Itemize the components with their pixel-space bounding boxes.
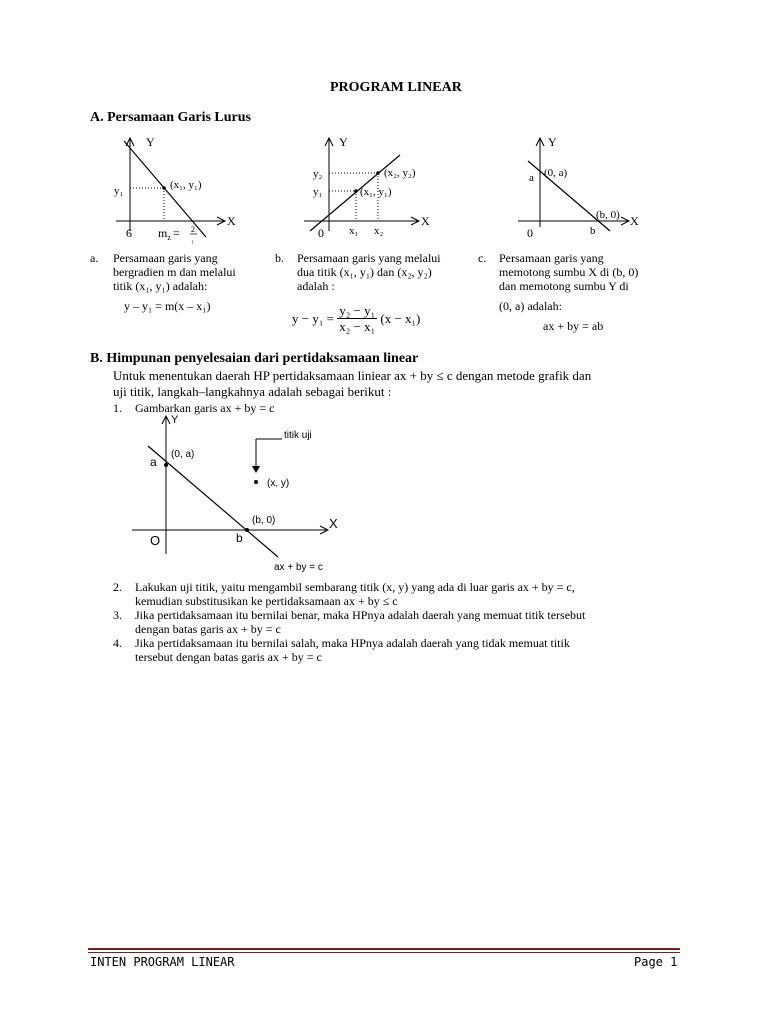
section-b-intro-1: Untuk menentukan daerah HP pertidaksamaan liniear ax + by ≤ c dengan metode grafik dan bbox=[113, 368, 592, 383]
item-c-letter: c. bbox=[478, 251, 487, 265]
graph-c-y-label: Y bbox=[548, 135, 557, 149]
graph-b-x-label: X bbox=[421, 214, 430, 228]
graph-c-x-label: X bbox=[630, 214, 639, 228]
item-b-formula-fraction bbox=[337, 303, 377, 334]
step-1-text: Gambarkan garis ax + by = c bbox=[135, 401, 275, 415]
graph-b-point-1-label: (x₁, y₁) bbox=[360, 186, 392, 198]
step-3-line-1: Jika pertidaksamaan itu bernilai benar, maka HPnya adalah daerah yang memuat titik tersebut bbox=[135, 608, 586, 622]
graph-b-point-2-label: (x₂, y₂) bbox=[384, 167, 416, 179]
item-b-formula-denominator: x₂ − x₁ bbox=[339, 319, 376, 334]
item-a-line-1: Persamaan garis yang bbox=[113, 251, 218, 265]
graph-hp-titik-label: titik uji bbox=[284, 430, 312, 441]
section-a-heading: A. Persamaan Garis Lurus bbox=[90, 110, 251, 125]
item-b-formula bbox=[292, 303, 420, 334]
graph-hp-line-label: ax + by = c bbox=[274, 562, 323, 573]
graph-a-frac-num: 2 bbox=[191, 225, 195, 234]
graph-b-origin: 0 bbox=[318, 226, 324, 240]
graph-a-point-label: (x₁, y₁) bbox=[170, 179, 202, 191]
page-title: PROGRAM LINEAR bbox=[330, 80, 462, 95]
step-4-line-1: Jika pertidaksamaan itu bernilai salah, maka HPnya adalah daerah yang tidak memuat titik bbox=[135, 636, 570, 650]
item-c-line-1: Persamaan garis yang bbox=[499, 251, 604, 265]
graph-b-x2-label: x₂ bbox=[374, 225, 384, 237]
item-b-line-1: Persamaan garis yang melalui bbox=[297, 251, 441, 265]
graph-a-origin: 6 bbox=[126, 226, 132, 240]
graph-hp-line bbox=[148, 446, 278, 557]
graph-c-ptb-label: (b, 0) bbox=[596, 209, 620, 221]
graph-hp-ptb-label: (b, 0) bbox=[252, 515, 276, 526]
section-b-heading: B. Himpunan penyelesaian dari pertidaksamaan linear bbox=[90, 351, 419, 366]
graph-b-x1-label: x₁ bbox=[349, 225, 359, 237]
item-a-formula: y – y₁ = m(x – x₁) bbox=[124, 299, 211, 313]
graph-hp-origin-label: O bbox=[150, 533, 161, 548]
item-a-line-3: titik (x₁, y₁) adalah: bbox=[113, 279, 208, 293]
step-3-number: 3. bbox=[113, 608, 122, 622]
item-b-formula-numerator: y₂ − y₁ bbox=[339, 303, 376, 318]
graph-a-x-label: X bbox=[227, 214, 236, 228]
footer-title: INTEN PROGRAM LINEAR bbox=[90, 955, 235, 969]
graph-c-pta-label: (0, a) bbox=[544, 167, 568, 179]
graph-c-origin: 0 bbox=[527, 226, 533, 240]
graph-hp bbox=[128, 412, 368, 577]
footer-rule-thick bbox=[88, 948, 680, 950]
graph-hp-callout-arrow bbox=[252, 466, 260, 473]
graph-a-mz: $m_z$ = bbox=[158, 226, 180, 242]
graph-a-point bbox=[162, 186, 166, 190]
graph-hp-pta-label: (0, a) bbox=[171, 449, 195, 460]
item-c-line-3: dan memotong sumbu Y di bbox=[499, 279, 629, 293]
section-b-intro-2: uji titik, langkah–langkahnya adalah sebagai berikut : bbox=[113, 384, 392, 399]
graph-hp-b-label: b bbox=[236, 531, 243, 545]
graph-hp-point-b bbox=[245, 528, 249, 532]
footer-rule-thin bbox=[88, 952, 680, 953]
graph-hp-pxy-label: (x, y) bbox=[267, 478, 290, 489]
graph-b bbox=[296, 133, 446, 245]
step-2-line-1: Lakukan uji titik, yaitu mengambil sembarang titik (x, y) yang ada di luar garis ax + by = c, bbox=[135, 580, 575, 594]
graph-b-y2-label: y₂ bbox=[313, 168, 323, 180]
graph-hp-test-point bbox=[254, 480, 258, 484]
graph-a-y1-label: y₁ bbox=[114, 185, 124, 197]
step-4-number: 4. bbox=[113, 636, 122, 650]
graph-c-b-label: b bbox=[590, 225, 596, 237]
graph-hp-point-a bbox=[164, 463, 168, 467]
item-a-letter: a. bbox=[90, 251, 99, 265]
graph-b-point-1 bbox=[354, 189, 358, 193]
graph-c bbox=[514, 133, 654, 245]
item-b-line-3: adalah : bbox=[297, 279, 335, 293]
item-c-formula: ax + by = ab bbox=[543, 319, 604, 333]
graph-a-y-label: Y bbox=[146, 135, 155, 149]
graph-b-y-label: Y bbox=[339, 135, 348, 149]
item-b-letter: b. bbox=[275, 251, 284, 265]
item-b-formula-lhs: y − y₁ = bbox=[292, 311, 334, 326]
graph-hp-a-label: a bbox=[150, 455, 157, 469]
item-b-formula-rhs: (x − x₁) bbox=[380, 311, 421, 326]
step-4-line-2: tersebut dengan batas garis ax + by = c bbox=[135, 650, 322, 664]
graph-b-point-2 bbox=[376, 171, 380, 175]
footer-page-number: Page 1 bbox=[634, 955, 678, 969]
step-2-number: 2. bbox=[113, 580, 122, 594]
step-1-number: 1. bbox=[113, 401, 122, 415]
graph-b-y1-label: y₁ bbox=[313, 186, 323, 198]
step-2-line-2: kemudian substitusikan ke pertidaksamaan ax + by ≤ c bbox=[135, 594, 398, 608]
item-a-line-2: bergradien m dan melalui bbox=[113, 265, 236, 279]
graph-a-frac-den: ₁ bbox=[191, 235, 194, 244]
graph-hp-x-label: X bbox=[329, 516, 338, 531]
graph-a bbox=[108, 133, 248, 245]
item-c-line-4: (0, a) adalah: bbox=[499, 299, 562, 313]
graph-hp-y-label: Y bbox=[171, 414, 179, 426]
graph-c-a-label: a bbox=[529, 172, 534, 184]
step-3-line-2: dengan batas garis ax + by = c bbox=[135, 622, 281, 636]
item-b-line-2: dua titik (x₁, y₁) dan (x₂, y₂) bbox=[297, 265, 432, 279]
item-c-line-2: memotong sumbu X di (b, 0) bbox=[499, 265, 639, 279]
